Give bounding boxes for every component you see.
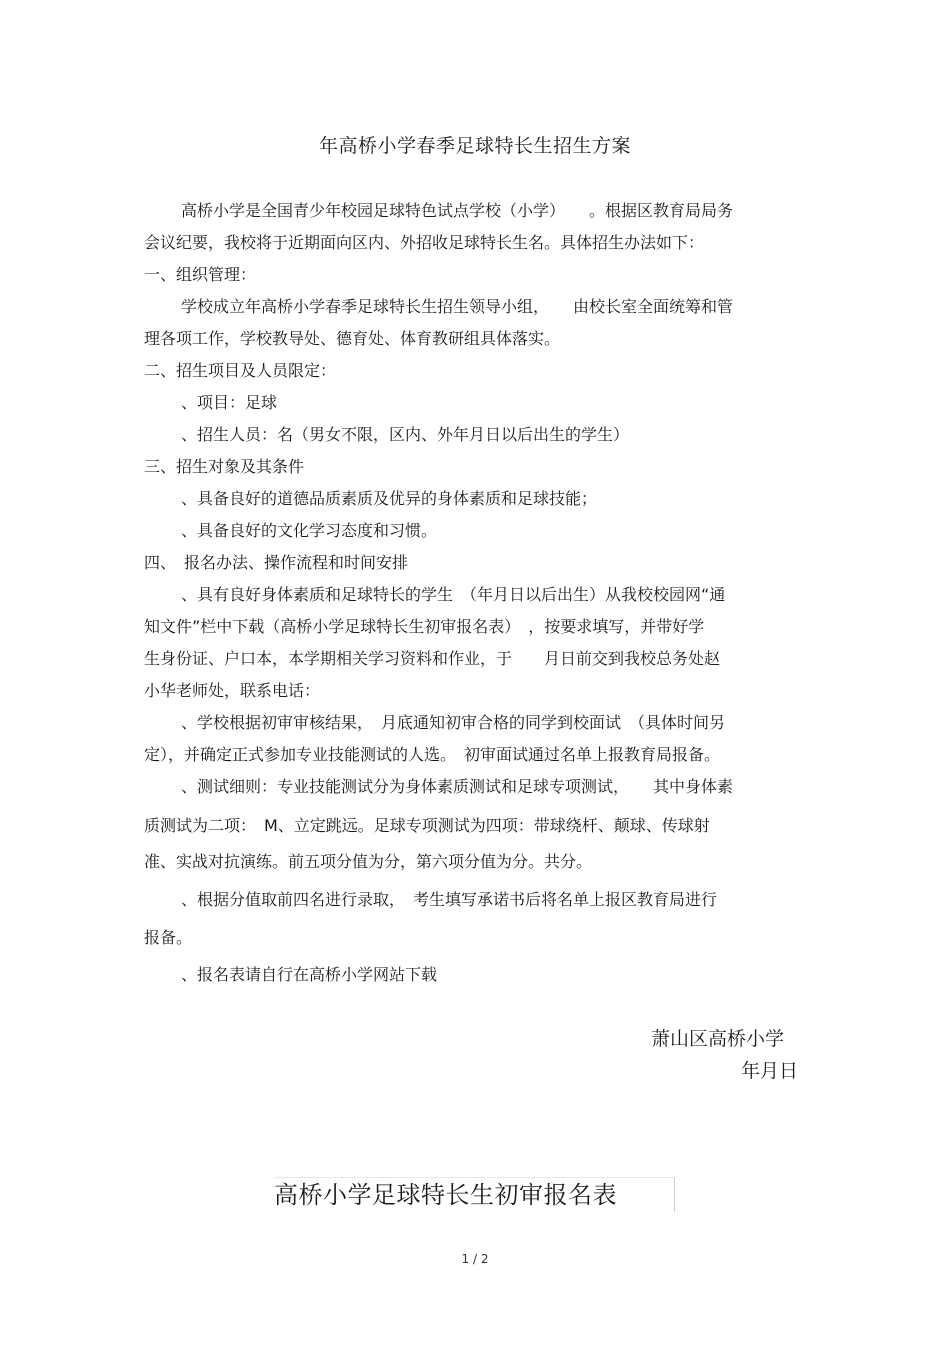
paragraph-line: 定），并确定正式参加专业技能测试的人选。 初审面试通过名单上报教育局报备。	[144, 745, 721, 764]
section-heading: 四、 报名办法、操作流程和时间安排	[144, 553, 409, 572]
signature-date: 年月日	[741, 1060, 799, 1082]
form-title: 高桥小学足球特长生初审报名表	[274, 1177, 675, 1212]
list-item: 、具备良好的道德品质素质及优异的身体素质和足球技能；	[181, 489, 598, 508]
list-item: 、具备良好的文化学习态度和习惯。	[181, 521, 438, 540]
paragraph-line: 会议纪要，我校将于近期面向区内、外招收足球特长生名。具体招生办法如下：	[144, 233, 705, 252]
list-item: 、学校根据初审审核结果， 月底通知初审合格的同学到校面试 （具体时间另	[181, 713, 726, 732]
document-title: 年高桥小学春季足球特长生招生方案	[318, 135, 631, 157]
paragraph-line: 学校成立年高桥小学春季足球特长生招生领导小组， 由校长室全面统筹和管	[181, 297, 734, 316]
paragraph-line: 生身份证、户口本，本学期相关学习资料和作业，于 月日前交到我校总务处赵	[144, 649, 721, 668]
paragraph-line: 知文件”栏中下载（高桥小学足球特长生初审报名表） ，按要求填写，并带好学	[144, 617, 705, 636]
paragraph-line: 小华老师处，联系电话：	[144, 681, 321, 700]
paragraph-line: 高桥小学是全国青少年校园足球特色试点学校（小学） 。根据区教育局局务	[181, 201, 734, 220]
paragraph-line: 准、实战对抗演练。前五项分值为分，第六项分值为分。共分。	[144, 852, 593, 871]
list-item: 、测试细则：专业技能测试分为身体素质测试和足球专项测试， 其中身体素	[181, 777, 734, 796]
list-item: 、根据分值取前四名进行录取， 考生填写承诺书后将名单上报区教育局进行	[181, 890, 718, 909]
section-heading: 一、组织管理：	[144, 265, 257, 284]
paragraph-line: 报备。	[144, 928, 193, 947]
section-heading: 三、招生对象及其条件	[144, 457, 305, 476]
list-item: 、具有良好身体素质和足球特长的学生 （年月日以后出生）从我校校园网“通	[181, 585, 726, 604]
section-heading: 二、招生项目及人员限定：	[144, 361, 337, 380]
paragraph-line: 理各项工作，学校教导处、德育处、体育教研组具体落实。	[144, 329, 561, 348]
paragraph-line: 质测试为二项： M、立定跳远。足球专项测试为四项：带球绕杆、颠球、传球射	[144, 816, 710, 835]
list-item: 、报名表请自行在高桥小学网站下载	[181, 965, 438, 984]
list-item: 、项目：足球	[181, 393, 278, 412]
page-indicator: 1 / 2	[461, 1252, 489, 1266]
signature-school: 萧山区高桥小学	[651, 1028, 785, 1050]
list-item: 、招生人员：名（男女不限，区内、外年月日以后出生的学生）	[181, 425, 630, 444]
